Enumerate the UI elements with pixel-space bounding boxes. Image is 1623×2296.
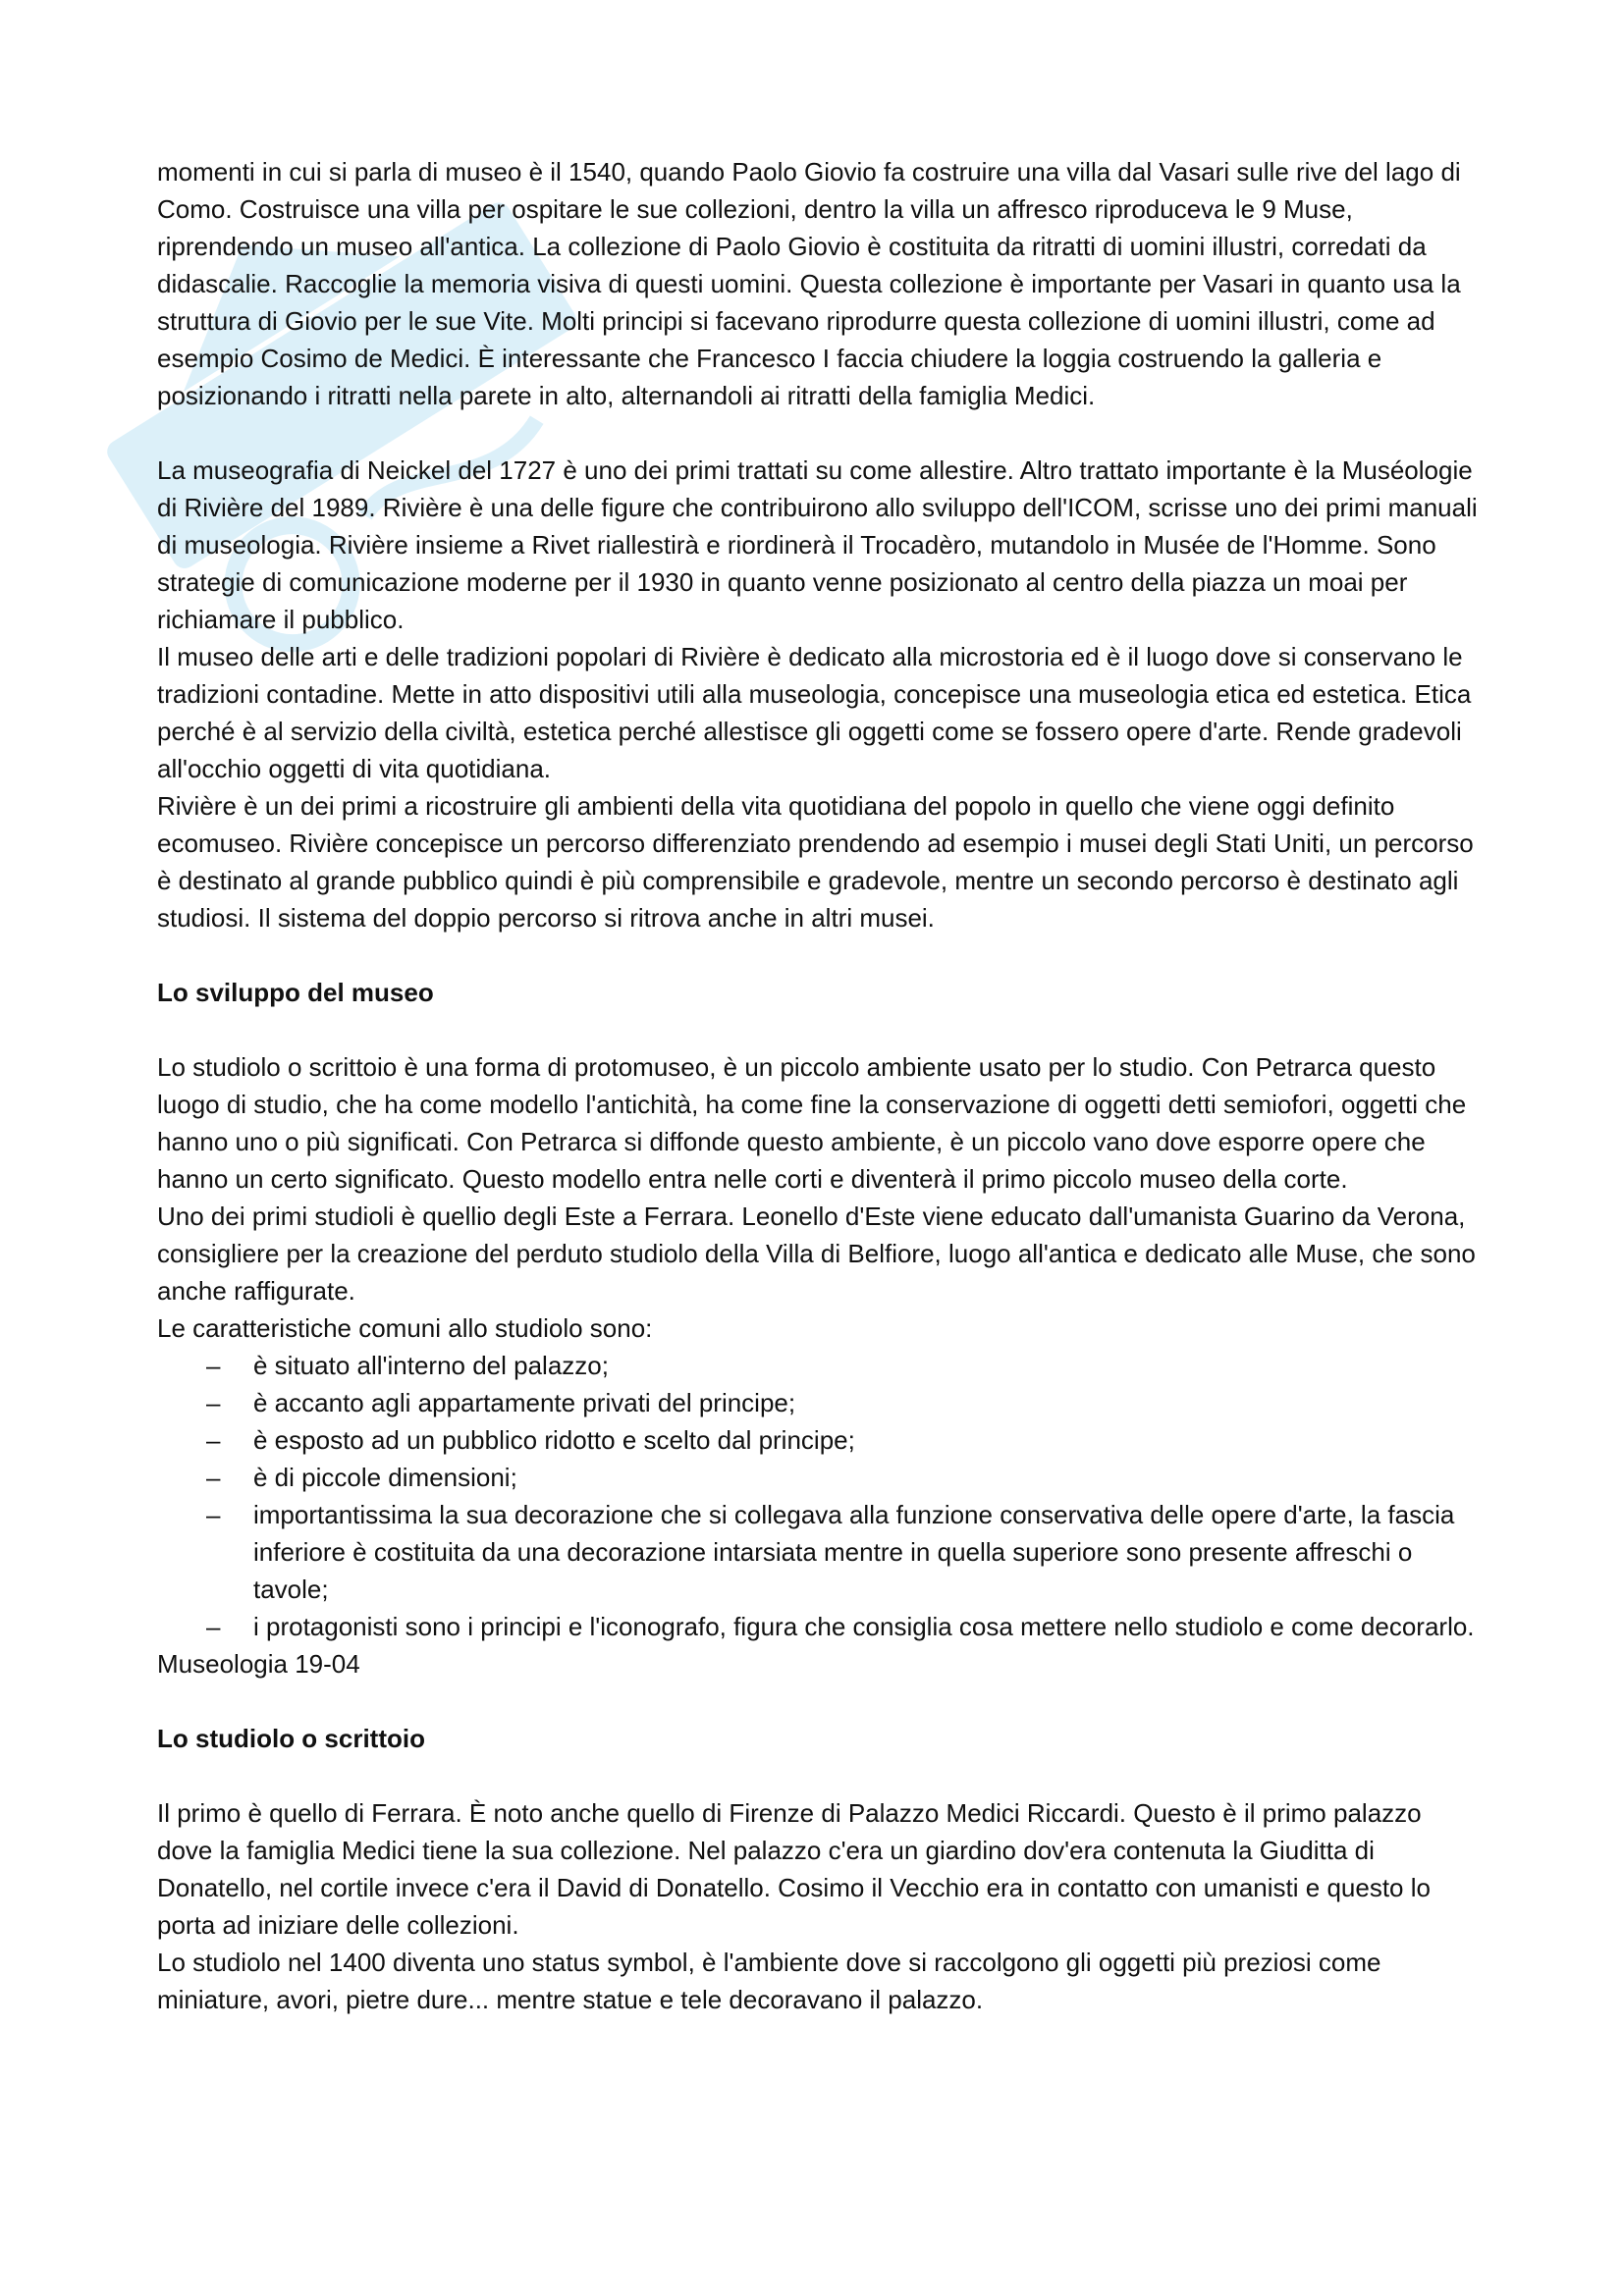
list-item-text: è situato all'interno del palazzo; [253, 1351, 609, 1380]
dash-bullet: – [206, 1388, 221, 1417]
paragraph: Il primo è quello di Ferrara. È noto anche quello di Firenze di Palazzo Medici Riccardi. Questo è il primo palazzo dove la famiglia Medici tiene la sua collezione. Nel palazzo c'era un giardino dov'era contenuta la Giuditta di Donatello, nel cortile invece c'era il David di Donatello. Cosimo il Vecchio era in contatto con umanisti e questo lo porta ad iniziare delle collezioni. [157, 1798, 1431, 1940]
list-item-text: è di piccole dimensioni; [253, 1463, 517, 1492]
dash-bullet: – [206, 1612, 221, 1641]
paragraph: Il museo delle arti e delle tradizioni popolari di Rivière è dedicato alla microstoria ed è il luogo dove si conservano le tradizioni contadine. Mette in atto dispositivi utili alla museologia, concepisce una museologia etica ed estetica. Etica perché è al servizio della civiltà, estetica perché allestisce gli oggetti come se fossero opere d'arte. Rende gradevoli all'occhio oggetti di vita quotidiana. [157, 642, 1472, 783]
paragraph: Uno dei primi studioli è quellio degli Este a Ferrara. Leonello d'Este viene educato dall'umanista Guarino da Verona, consigliere per la creazione del perduto studiolo della Villa di Belfiore, luogo all'antica e dedicato alle Muse, che sono anche raffigurate. [157, 1201, 1476, 1306]
paragraph: Lo studiolo nel 1400 diventa uno status symbol, è l'ambiente dove si raccolgono gli oggetti più preziosi come miniature, avori, pietre dure... mentre statue e tele decoravano il palazzo. [157, 1948, 1381, 2014]
paragraph: momenti in cui si parla di museo è il 1540, quando Paolo Giovio fa costruire una villa dal Vasari sulle rive del lago di Como. Costruisce una villa per ospitare le sue collezioni, dentro la villa un affresco riproduceva le 9 Muse, riprendendo un museo all'antica. La collezione di Paolo Giovio è costituita da ritratti di uomini illustri, corredati da didascalie. Raccoglie la memoria visiva di questi uomini. Questa collezione è importante per Vasari in quanto usa la struttura di Giovio per le sue Vite. Molti principi si facevano riprodurre questa collezione di uomini illustri, come ad esempio Cosimo de Medici. È interessante che Francesco I faccia chiudere la loggia costruendo la galleria e posizionando i ritratti nella parete in alto, alternandoli ai ritratti della famiglia Medici. [157, 157, 1461, 410]
spacer [157, 1011, 1483, 1048]
list-item [157, 1496, 1483, 1608]
spacer [157, 414, 1483, 452]
list-item [157, 1384, 1483, 1421]
spacer [157, 1757, 1483, 1794]
paragraph: Lo studiolo o scrittoio è una forma di protomuseo, è un piccolo ambiente usato per lo studio. Con Petrarca questo luogo di studio, che ha come modello l'antichità, ha come fine la conservazione di oggetti detti semiofori, oggetti che hanno uno o più significati. Con Petrarca si diffonde questo ambiente, è un piccolo vano dove esporre opere che hanno un certo significato. Questo modello entra nelle corti e diventerà il primo piccolo museo della corte. [157, 1052, 1467, 1194]
section-riviere [157, 452, 1483, 936]
date-line: Museologia 19-04 [157, 1649, 360, 1679]
section-studiolo [157, 1048, 1483, 1347]
dash-bullet: – [206, 1500, 221, 1529]
list-item [157, 1347, 1483, 1384]
list-item-text: importantissima la sua decorazione che si collegava alla funzione conservativa delle opere d'arte, la fascia inferiore è costituita da una decorazione intarsiata mentre in quella superiore sono presente affreschi o tavole; [253, 1500, 1455, 1604]
paragraph: Rivière è un dei primi a ricostruire gli ambienti della vita quotidiana del popolo in quello che viene oggi definito ecomuseo. Rivière concepisce un percorso differenziato prendendo ad esempio i musei degli Stati Uniti, un percorso è destinato al grande pubblico quindi è più comprensibile e gradevole, mentre un secondo percorso è destinato agli studiosi. Il sistema del doppio percorso si ritrova anche in altri musei. [157, 791, 1474, 933]
section-heading: Lo studiolo o scrittoio [157, 1724, 425, 1753]
characteristics-list [157, 1347, 1483, 1645]
list-item-text: è esposto ad un pubblico ridotto e scelto dal principe; [253, 1425, 855, 1455]
list-item-text: è accanto agli appartamente privati del principe; [253, 1388, 796, 1417]
spacer [157, 936, 1483, 974]
dash-bullet: – [206, 1425, 221, 1455]
spacer [157, 1682, 1483, 1720]
paragraph: La museografia di Neickel del 1727 è uno dei primi trattati su come allestire. Altro trattato importante è la Muséologie di Rivière del 1989. Rivière è una delle figure che contribuirono allo sviluppo dell'ICOM, scrisse uno dei primi manuali di museologia. Rivière insieme a Rivet riallestirà e riordinerà il Trocadèro, mutandolo in Musée de l'Homme. Sono strategie di comunicazione moderne per il 1930 in quanto venne posizionato al centro della piazza un moai per richiamare il pubblico. [157, 455, 1478, 634]
paragraph: Le caratteristiche comuni allo studiolo sono: [157, 1313, 653, 1343]
list-item [157, 1421, 1483, 1459]
section-ferrara-firenze [157, 1794, 1483, 2018]
document-body [157, 153, 1483, 2018]
dash-bullet: – [206, 1463, 221, 1492]
section-heading: Lo sviluppo del museo [157, 978, 434, 1007]
list-item-text: i protagonisti sono i principi e l'iconografo, figura che consiglia cosa mettere nello studiolo e come decorarlo. [253, 1612, 1475, 1641]
dash-bullet: – [206, 1351, 221, 1380]
list-item [157, 1459, 1483, 1496]
list-item [157, 1608, 1483, 1645]
section-intro [157, 153, 1483, 414]
